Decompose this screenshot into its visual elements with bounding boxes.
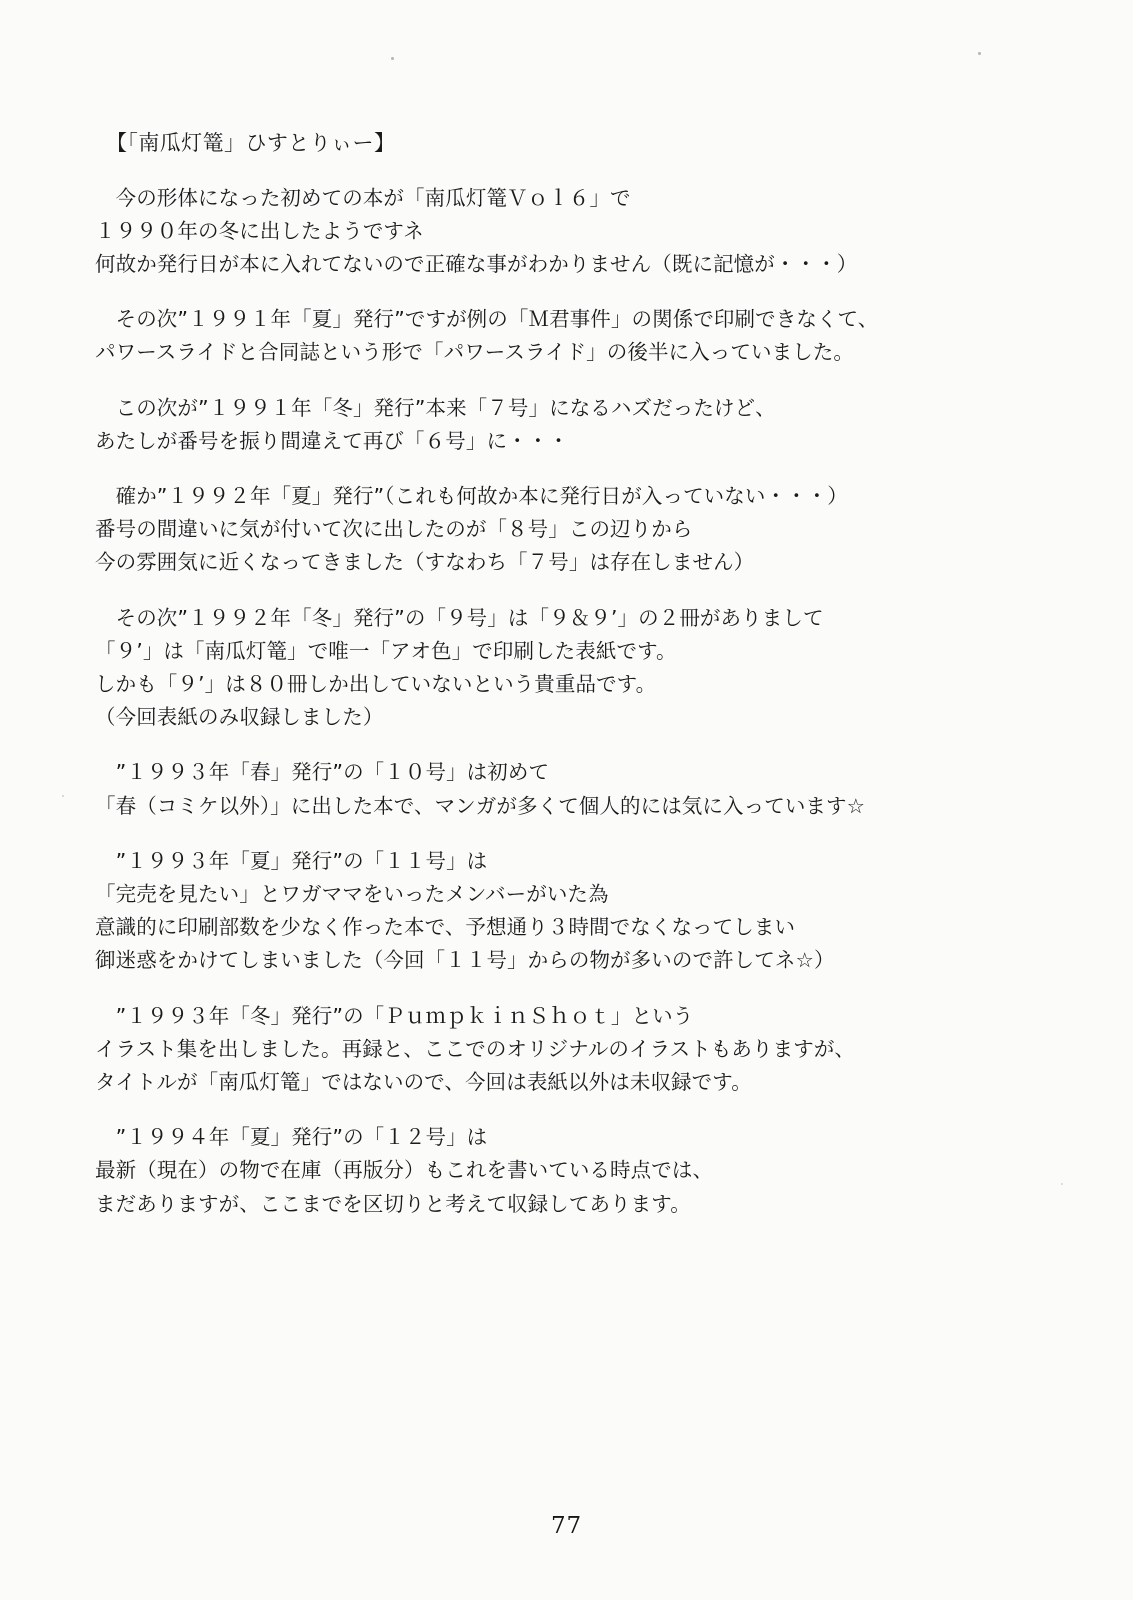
- paragraph-4: [95, 480, 1055, 580]
- scan-speck-icon: [62, 795, 64, 797]
- paragraph-1: [95, 182, 1055, 282]
- paragraph-line: 最新（現在）の物で在庫（再版分）もこれを書いている時点では、: [95, 1158, 714, 1183]
- paragraph-line: ”１９９４年「夏」発行”の「１２号」は: [95, 1125, 488, 1150]
- paragraph-6: [95, 756, 1055, 822]
- scan-speck-icon: [391, 57, 394, 60]
- paragraph-line: イラスト集を出しました。再録と、ここでのオリジナルのイラストもありますが、: [95, 1036, 856, 1061]
- paragraph-line: 「完売を見たい」とワガママをいったメンバーがいた為: [95, 881, 609, 906]
- paragraph-3: [95, 392, 1055, 458]
- paragraph-line: ”１９９３年「冬」発行”の「ＰｕｍｐｋｉｎＳｈｏｔ」という: [95, 1003, 694, 1028]
- paragraph-5: [95, 602, 1055, 735]
- paragraph-line: 御迷惑をかけてしまいました（今回「１１号」からの物が多いので許してネ☆）: [95, 948, 835, 973]
- paragraph-line: 今の雰囲気に近くなってきました（すなわち「７号」は存在しません）: [95, 550, 755, 575]
- paragraph-line: 「春（コミケ以外）」に出した本で、マンガが多くて個人的には気に入っています☆: [95, 793, 866, 818]
- paragraph-line: この次が”１９９１年「冬」発行”本来「７号」になるハズだったけど、: [95, 395, 776, 420]
- paragraph-line: （今回表紙のみ収録しました）: [95, 705, 384, 730]
- paragraph-line: ”１９９３年「春」発行”の「１０号」は初めて: [95, 760, 550, 785]
- paragraph-line: 確か”１９９２年「夏」発行”（これも何故か本に発行日が入っていない・・・）: [95, 483, 848, 508]
- paragraph-line: あたしが番号を振り間違えて再び「６号」に・・・: [95, 428, 569, 453]
- paragraph-line: １９９０年の冬に出したようですネ: [95, 218, 424, 243]
- paragraph-line: 何故か発行日が本に入れてないので正確な事がわかりません（既に記憶が・・・）: [95, 251, 858, 276]
- paragraph-line: 「９’」は「南瓜灯篭」で唯一「アオ色」で印刷した表紙です。: [95, 638, 677, 663]
- paragraph-line: パワースライドと合同誌という形で「パワースライド」の後半に入っていました。: [95, 340, 855, 365]
- paragraph-line: ”１９９３年「夏」発行”の「１１号」は: [95, 848, 488, 873]
- paragraph-line: その次”１９９２年「冬」発行”の「９号」は「９＆９’」の２冊がありまして: [95, 605, 824, 630]
- paragraph-8: [95, 1000, 1055, 1100]
- paragraph-line: 意識的に印刷部数を少なく作った本で、予想通り３時間でなくなってしまい: [95, 915, 796, 940]
- page-number: 77: [550, 1513, 583, 1539]
- paragraph-line: 番号の間違いに気が付いて次に出したのが「８号」この辺りから: [95, 517, 693, 542]
- document-body: [95, 128, 1055, 1243]
- paragraph-7: [95, 845, 1055, 978]
- paragraph-2: [95, 303, 1055, 369]
- scan-speck-icon: [978, 52, 981, 55]
- paragraph-line: その次”１９９１年「夏」発行”ですが例の「Ｍ君事件」の関係で印刷できなくて、: [95, 307, 879, 332]
- section-heading: 【「南瓜灯篭」ひすとりぃー】: [106, 131, 396, 155]
- scan-speck-icon: [1061, 1183, 1063, 1185]
- paragraph-line: 今の形体になった初めての本が「南瓜灯篭Ｖｏｌ６」で: [95, 185, 631, 210]
- paragraph-line: しかも「９’」は８０冊しか出していないという貴重品です。: [95, 671, 657, 696]
- paragraph-9: [95, 1121, 1055, 1221]
- paragraph-line: まだありますが、ここまでを区切りと考えて収録してあります。: [95, 1191, 691, 1216]
- paragraph-line: タイトルが「南瓜灯篭」ではないので、今回は表紙以外は未収録です。: [95, 1069, 752, 1094]
